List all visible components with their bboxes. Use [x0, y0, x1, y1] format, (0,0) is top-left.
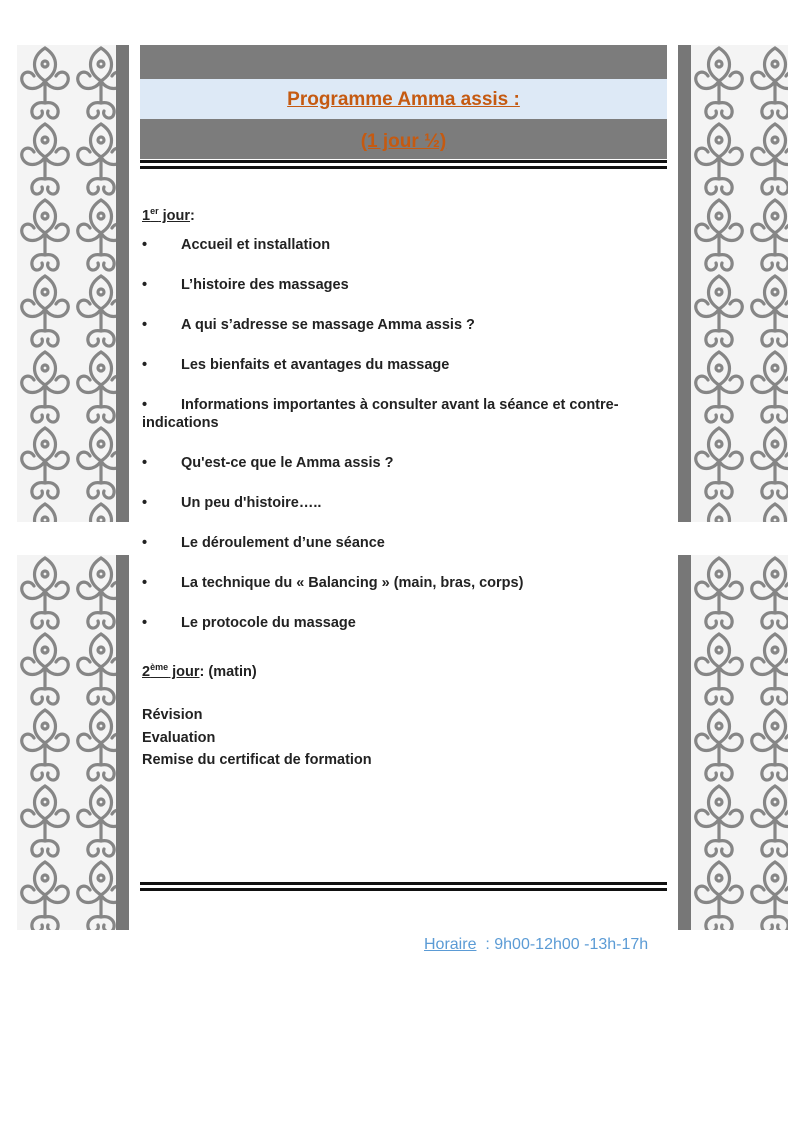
day2-number: 2	[142, 664, 151, 680]
list-item: • L’histoire des massages	[142, 277, 349, 293]
right-gray-bar-bottom	[678, 555, 691, 930]
bullet-icon: •	[142, 397, 148, 413]
list-item: Evaluation	[142, 729, 216, 746]
day2-list	[142, 704, 662, 772]
bullet-icon: •	[142, 317, 148, 333]
left-damask-panel-top	[17, 45, 116, 522]
left-gray-bar-bottom	[116, 555, 129, 930]
bullet-icon: •	[142, 237, 148, 253]
list-item: • Accueil et installation	[142, 237, 331, 253]
left-gray-bar-top	[116, 45, 129, 522]
day1-word: jour	[158, 208, 191, 224]
footer-divider-line-1	[140, 882, 667, 885]
day1-label	[142, 207, 190, 225]
bullet-icon: •	[142, 575, 148, 591]
day2-colon: : (matin)	[199, 664, 257, 680]
list-item: • Un peu d'histoire…..	[142, 495, 322, 511]
day2-word: jour	[168, 664, 200, 680]
list-item: Remise du certificat de formation	[142, 752, 372, 768]
day1-number: 1	[142, 208, 151, 224]
bullet-icon: •	[142, 495, 148, 511]
bullet-icon: •	[142, 615, 148, 631]
footer-divider-line-2	[140, 888, 667, 891]
header-divider-line-2	[140, 166, 667, 169]
day1-list	[142, 236, 662, 632]
header-top-band	[140, 45, 667, 79]
bullet-icon: •	[142, 357, 148, 373]
program-content	[142, 198, 662, 772]
schedule-info	[424, 936, 648, 954]
bullet-icon: •	[142, 455, 148, 471]
right-gray-bar-top	[678, 45, 691, 522]
list-item: Révision	[142, 707, 203, 723]
day1-colon: :	[190, 208, 195, 224]
list-item: • Informations importantes à consulter avant la séance et contre-indications	[142, 397, 619, 431]
day2-label	[142, 663, 200, 681]
day1-suffix: er	[150, 206, 159, 217]
schedule-value: : 9h00-12h00 -13h-17h	[476, 936, 649, 953]
right-damask-panel-top	[691, 45, 788, 522]
day1-heading	[142, 198, 662, 234]
list-item: • Les bienfaits et avantages du massage	[142, 357, 450, 373]
schedule-label: Horaire	[424, 936, 477, 953]
bullet-icon: •	[142, 535, 148, 551]
page-subtitle: (1 jour ½)	[360, 131, 447, 152]
page-title: Programme Amma assis :	[287, 89, 520, 110]
bullet-icon: •	[142, 277, 148, 293]
right-damask-panel-bottom	[691, 555, 788, 930]
left-damask-panel-bottom	[17, 555, 116, 930]
day2-heading	[142, 654, 662, 690]
header-divider-line-1	[140, 160, 667, 163]
list-item: • Le déroulement d’une séance	[142, 535, 385, 551]
list-item: • Qu'est-ce que le Amma assis ?	[142, 455, 394, 471]
day2-suffix: ème	[150, 662, 169, 673]
list-item: • Le protocole du massage	[142, 615, 356, 631]
list-item: • La technique du « Balancing » (main, bras, corps)	[142, 575, 524, 591]
list-item: • A qui s’adresse se massage Amma assis ?	[142, 317, 475, 333]
